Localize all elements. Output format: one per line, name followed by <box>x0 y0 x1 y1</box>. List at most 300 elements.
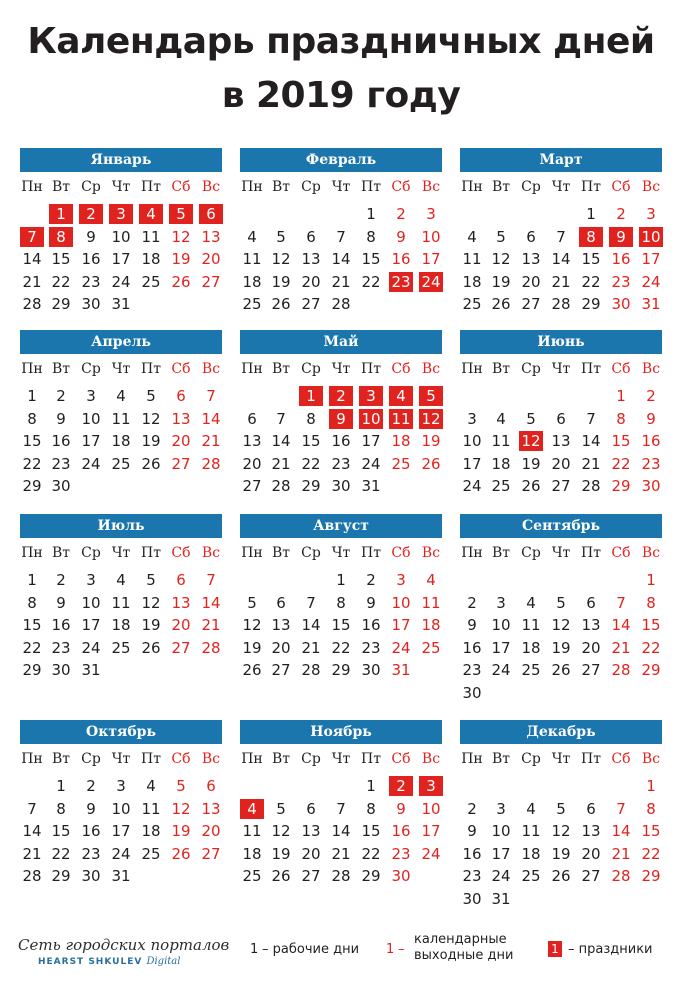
calendar-day: 18 <box>521 844 541 863</box>
calendar-day: 31 <box>491 889 511 908</box>
weekend-day: 2 <box>396 205 406 223</box>
calendar-day: 21 <box>271 454 291 473</box>
calendar-day: 14 <box>551 250 571 268</box>
weekday-label: Сб <box>391 545 411 561</box>
calendar-day: 10 <box>81 409 101 428</box>
month-header: Февраль <box>240 148 442 172</box>
weekday-label: Чт <box>331 751 351 767</box>
weekday-label: Сб <box>611 545 631 561</box>
weekend-day: 6 <box>206 777 216 795</box>
weekday-label: Вт <box>51 179 71 195</box>
brand-suffix: Digital <box>146 956 181 967</box>
calendar-day: 28 <box>551 295 571 313</box>
calendar-day: 2 <box>56 571 66 589</box>
calendar-day: 22 <box>22 454 42 473</box>
calendar-day: 21 <box>22 844 42 863</box>
weekday-label: Сб <box>611 751 631 767</box>
calendar-day: 29 <box>301 477 321 495</box>
month-header: Март <box>460 148 662 172</box>
weekend-day: 7 <box>616 799 626 818</box>
weekday-label: Пн <box>461 179 483 195</box>
calendar-day: 17 <box>491 844 511 863</box>
weekend-day: 3 <box>646 205 656 223</box>
legend-working-label: – рабочие дни <box>262 942 360 957</box>
weekday-label: Пт <box>361 545 381 561</box>
calendar-day: 11 <box>521 616 541 634</box>
weekday-label: Пн <box>461 545 483 561</box>
calendar-day: 23 <box>51 454 71 473</box>
calendar-day: 19 <box>141 616 161 634</box>
weekend-day: 31 <box>641 295 661 313</box>
weekday-label: Вс <box>201 179 221 195</box>
calendar-day: 7 <box>27 799 37 818</box>
calendar-day: 8 <box>366 227 376 246</box>
weekday-label: Вт <box>51 361 71 377</box>
weekend-day: 16 <box>391 250 411 268</box>
holiday-day: 1 <box>49 204 73 224</box>
calendar-day: 30 <box>331 477 351 495</box>
weekend-day: 8 <box>616 409 626 428</box>
holiday-day: 8 <box>49 227 73 247</box>
weekday-label: Сб <box>391 179 411 195</box>
weekend-day: 27 <box>171 638 191 657</box>
calendar-day: 22 <box>331 638 351 657</box>
weekday-label: Сб <box>171 545 191 561</box>
weekday-label: Вт <box>271 545 291 561</box>
weekend-day: 10 <box>391 593 411 612</box>
calendar-day: 15 <box>361 822 381 840</box>
month-header: Август <box>240 514 442 538</box>
calendar-day: 5 <box>526 409 536 428</box>
calendar-day: 2 <box>366 571 376 589</box>
month-header: Июнь <box>460 330 662 354</box>
calendar-day: 22 <box>581 272 601 291</box>
calendar-day: 17 <box>361 432 381 450</box>
calendar-day: 10 <box>462 432 482 450</box>
calendar-day: 27 <box>581 661 601 679</box>
weekend-day: 31 <box>391 661 411 679</box>
calendar-day: 4 <box>526 799 536 818</box>
weekend-day: 20 <box>171 432 191 450</box>
weekend-day: 22 <box>641 844 661 863</box>
calendar-day: 18 <box>141 250 161 268</box>
weekday-label: Чт <box>551 361 571 377</box>
calendar-day: 8 <box>336 593 346 612</box>
holiday-day: 3 <box>419 776 443 796</box>
calendar-day: 9 <box>467 616 477 634</box>
calendar-day: 21 <box>331 272 351 291</box>
calendar-day: 20 <box>521 272 541 291</box>
month-block <box>240 720 442 885</box>
weekend-day: 21 <box>611 638 631 657</box>
weekend-day: 13 <box>201 227 221 246</box>
calendar-day: 19 <box>551 844 571 863</box>
calendar-day: 4 <box>146 777 156 795</box>
weekend-day: 12 <box>171 227 191 246</box>
weekend-day: 21 <box>611 844 631 863</box>
weekday-label: Вт <box>271 361 291 377</box>
calendar-day: 29 <box>51 867 71 885</box>
calendar-day: 19 <box>551 638 571 657</box>
weekday-label: Чт <box>331 179 351 195</box>
weekend-day: 17 <box>391 616 411 634</box>
month-block <box>460 514 662 702</box>
legend-weekend-number: 1 <box>386 942 395 957</box>
calendar-day: 14 <box>271 432 291 450</box>
holiday-day: 4 <box>139 204 163 224</box>
weekend-day: 22 <box>641 638 661 657</box>
calendar-day: 25 <box>141 844 161 863</box>
weekday-label: Чт <box>111 179 131 195</box>
calendar-day: 14 <box>331 822 351 840</box>
calendar-day: 19 <box>141 432 161 450</box>
weekday-label: Вс <box>421 361 441 377</box>
weekday-label: Вс <box>201 545 221 561</box>
holiday-day: 11 <box>389 409 413 429</box>
calendar-day: 7 <box>586 409 596 428</box>
weekend-day: 7 <box>206 571 216 589</box>
weekend-day: 26 <box>171 272 191 291</box>
calendar-day: 22 <box>51 844 71 863</box>
calendar-day: 19 <box>521 454 541 473</box>
weekend-day: 9 <box>396 227 406 246</box>
calendar-day: 26 <box>521 477 541 495</box>
calendar-day: 31 <box>361 477 381 495</box>
calendar-day: 20 <box>271 638 291 657</box>
weekend-day: 17 <box>421 250 441 268</box>
calendar-day: 24 <box>361 454 381 473</box>
month-block <box>20 514 222 679</box>
calendar-day: 28 <box>301 661 321 679</box>
weekend-day: 2 <box>616 205 626 223</box>
calendar-day: 15 <box>361 250 381 268</box>
weekday-label: Ср <box>521 179 541 195</box>
holiday-day: 12 <box>419 409 443 429</box>
calendar-day: 27 <box>551 477 571 495</box>
weekday-label: Пн <box>21 545 43 561</box>
calendar-day: 15 <box>22 432 42 450</box>
calendar-day: 21 <box>551 272 571 291</box>
calendar-day: 13 <box>521 250 541 268</box>
legend-working-number: 1 <box>250 942 259 957</box>
weekend-day: 14 <box>201 409 221 428</box>
weekend-day: 11 <box>421 593 441 612</box>
calendar-day: 16 <box>462 844 482 863</box>
footer <box>0 928 682 986</box>
calendar-day: 19 <box>271 844 291 863</box>
weekday-label: Вт <box>491 361 511 377</box>
holiday-day: 2 <box>389 776 413 796</box>
calendar-day: 19 <box>242 638 262 657</box>
weekday-label: Вс <box>201 751 221 767</box>
calendar-day: 13 <box>301 822 321 840</box>
calendar-day: 6 <box>586 799 596 818</box>
weekend-day: 9 <box>396 799 406 818</box>
calendar-day: 2 <box>86 777 96 795</box>
holiday-day: 2 <box>329 386 353 406</box>
weekend-day: 13 <box>171 593 191 612</box>
weekday-label: Ср <box>301 751 321 767</box>
weekday-label: Ср <box>81 545 101 561</box>
calendar-day: 11 <box>141 799 161 818</box>
weekend-day: 16 <box>391 822 411 840</box>
weekday-label: Чт <box>551 751 571 767</box>
calendar-day: 27 <box>242 477 262 495</box>
calendar-day: 24 <box>111 272 131 291</box>
calendar-day: 9 <box>56 593 66 612</box>
weekend-day: 3 <box>396 571 406 589</box>
calendar-day: 24 <box>81 454 101 473</box>
calendar-day: 1 <box>366 777 376 795</box>
calendar-day: 29 <box>361 867 381 885</box>
weekday-label: Пт <box>141 179 161 195</box>
calendar-day: 28 <box>331 867 351 885</box>
calendar-day: 19 <box>271 272 291 291</box>
calendar-day: 3 <box>86 571 96 589</box>
calendar-day: 11 <box>111 409 131 428</box>
calendar-day: 3 <box>86 387 96 405</box>
weekend-day: 14 <box>201 593 221 612</box>
legend-weekend-label-line2: выходные дни <box>414 948 514 963</box>
calendar-day: 11 <box>462 250 482 268</box>
calendar-day: 14 <box>22 822 42 840</box>
month-block <box>20 720 222 885</box>
calendar-day: 28 <box>331 295 351 313</box>
calendar-day: 8 <box>366 799 376 818</box>
calendar-day: 23 <box>81 844 101 863</box>
month-block <box>20 330 222 495</box>
weekend-day: 30 <box>611 295 631 313</box>
calendar-day: 8 <box>27 593 37 612</box>
calendar-day: 18 <box>111 432 131 450</box>
weekday-label: Вс <box>641 751 661 767</box>
calendar-day: 4 <box>247 227 257 246</box>
calendar-day: 21 <box>331 844 351 863</box>
calendar-day: 26 <box>141 638 161 657</box>
calendar-day: 14 <box>331 250 351 268</box>
calendar-day: 17 <box>81 616 101 634</box>
weekend-day: 15 <box>641 822 661 840</box>
weekend-day: 25 <box>391 454 411 473</box>
calendar-day: 27 <box>521 295 541 313</box>
month-header: Апрель <box>20 330 222 354</box>
holiday-day: 5 <box>169 204 193 224</box>
weekend-day: 22 <box>611 454 631 473</box>
calendar-day: 26 <box>271 867 291 885</box>
month-block <box>240 514 442 679</box>
weekend-day: 10 <box>421 799 441 818</box>
calendar-day: 13 <box>581 822 601 840</box>
calendar-day: 24 <box>81 638 101 657</box>
calendar-day: 12 <box>271 250 291 268</box>
calendar-day: 23 <box>81 272 101 291</box>
calendar-day: 16 <box>462 638 482 657</box>
weekday-label: Пн <box>21 751 43 767</box>
weekday-label: Сб <box>171 751 191 767</box>
calendar-day: 30 <box>51 477 71 495</box>
calendar-day: 9 <box>86 799 96 818</box>
calendar-day: 10 <box>491 822 511 840</box>
calendar-day: 26 <box>491 295 511 313</box>
calendar-day: 7 <box>306 593 316 612</box>
calendar-day: 13 <box>271 616 291 634</box>
weekend-day: 26 <box>171 844 191 863</box>
calendar-day: 29 <box>581 295 601 313</box>
calendar-day: 24 <box>111 844 131 863</box>
calendar-day: 9 <box>56 409 66 428</box>
weekday-label: Пт <box>581 545 601 561</box>
calendar-day: 17 <box>111 250 131 268</box>
calendar-day: 21 <box>581 454 601 473</box>
calendar-day: 13 <box>581 616 601 634</box>
weekday-label: Пт <box>581 179 601 195</box>
calendar-day: 12 <box>491 250 511 268</box>
holiday-day: 23 <box>389 272 413 292</box>
weekday-label: Пн <box>21 179 43 195</box>
holiday-day: 4 <box>389 386 413 406</box>
calendar-day: 30 <box>462 683 482 702</box>
weekday-label: Вс <box>641 179 661 195</box>
calendar-day: 25 <box>111 454 131 473</box>
weekend-day: 2 <box>646 387 656 405</box>
calendar-day: 30 <box>51 661 71 679</box>
weekend-day: 19 <box>171 250 191 268</box>
weekday-label: Ср <box>81 751 101 767</box>
calendar-day: 29 <box>51 295 71 313</box>
weekday-label: Сб <box>171 179 191 195</box>
weekend-day: 29 <box>611 477 631 495</box>
calendar-day: 11 <box>521 822 541 840</box>
calendar-day: 23 <box>462 661 482 679</box>
weekday-label: Пн <box>241 179 263 195</box>
weekday-label: Пт <box>361 751 381 767</box>
weekday-label: Пн <box>461 751 483 767</box>
weekday-label: Пт <box>361 361 381 377</box>
weekend-day: 28 <box>201 454 221 473</box>
weekday-label: Сб <box>611 361 631 377</box>
weekend-day: 7 <box>616 593 626 612</box>
calendar-day: 29 <box>331 661 351 679</box>
calendar-day: 16 <box>81 822 101 840</box>
calendar-day: 30 <box>361 661 381 679</box>
calendar-day: 18 <box>462 272 482 291</box>
calendar-day: 26 <box>141 454 161 473</box>
calendar-day: 18 <box>491 454 511 473</box>
weekday-label: Вт <box>491 179 511 195</box>
calendar-day: 6 <box>526 227 536 246</box>
calendar-day: 5 <box>146 387 156 405</box>
calendar-day: 14 <box>22 250 42 268</box>
weekday-label: Вт <box>271 751 291 767</box>
calendar-day: 5 <box>496 227 506 246</box>
calendar-day: 18 <box>111 616 131 634</box>
holiday-day: 5 <box>419 386 443 406</box>
calendar-day: 20 <box>301 272 321 291</box>
calendar-day: 24 <box>491 867 511 885</box>
calendar-day: 11 <box>242 250 262 268</box>
calendar-day: 16 <box>51 616 71 634</box>
calendar-day: 9 <box>467 822 477 840</box>
page-subtitle: в 2019 году <box>221 75 461 116</box>
weekday-label: Ср <box>301 179 321 195</box>
weekend-day: 28 <box>611 867 631 885</box>
weekday-label: Чт <box>551 545 571 561</box>
calendar-day: 5 <box>276 799 286 818</box>
month-header: Октябрь <box>20 720 222 744</box>
calendar-day: 26 <box>551 661 571 679</box>
weekend-day: 24 <box>641 272 661 291</box>
weekend-day: 30 <box>391 867 411 885</box>
calendar-day: 21 <box>22 272 42 291</box>
calendar-day: 26 <box>551 867 571 885</box>
weekend-day: 8 <box>646 799 656 818</box>
weekday-label: Чт <box>111 751 131 767</box>
calendar-day: 11 <box>491 432 511 450</box>
calendar-day: 19 <box>491 272 511 291</box>
calendar-day: 16 <box>331 432 351 450</box>
calendar-day: 1 <box>27 387 37 405</box>
calendar-day: 5 <box>146 571 156 589</box>
weekend-day: 28 <box>611 661 631 679</box>
weekend-day: 21 <box>201 616 221 634</box>
legend-weekend-dash: – <box>398 942 405 957</box>
weekday-label: Чт <box>111 545 131 561</box>
calendar-day: 24 <box>491 661 511 679</box>
weekday-label: Сб <box>611 179 631 195</box>
calendar-day: 5 <box>556 593 566 612</box>
weekend-day: 14 <box>611 616 631 634</box>
calendar-day: 25 <box>521 867 541 885</box>
calendar-day: 30 <box>81 295 101 313</box>
month-block <box>460 330 662 495</box>
calendar-day: 20 <box>581 844 601 863</box>
calendar-day: 31 <box>111 867 131 885</box>
month-block <box>20 148 222 313</box>
calendar-day: 15 <box>51 250 71 268</box>
calendar-day: 27 <box>581 867 601 885</box>
weekend-day: 8 <box>646 593 656 612</box>
calendar-day: 5 <box>276 227 286 246</box>
calendar-day: 22 <box>301 454 321 473</box>
calendar-day: 6 <box>556 409 566 428</box>
weekend-day: 1 <box>646 777 656 795</box>
calendar-day: 7 <box>336 227 346 246</box>
holiday-day: 7 <box>20 227 44 247</box>
weekday-label: Вт <box>271 179 291 195</box>
calendar-day: 6 <box>306 799 316 818</box>
calendar-day: 1 <box>366 205 376 223</box>
calendar-day: 23 <box>331 454 351 473</box>
brand-name: HEARST SHKULEV <box>38 957 143 967</box>
calendar-day: 28 <box>22 295 42 313</box>
weekday-label: Вт <box>51 545 71 561</box>
calendar-day: 15 <box>301 432 321 450</box>
calendar-day: 8 <box>306 409 316 428</box>
calendar-day: 25 <box>462 295 482 313</box>
calendar-day: 6 <box>276 593 286 612</box>
weekday-label: Пн <box>21 361 43 377</box>
holiday-day: 3 <box>109 204 133 224</box>
calendar-day: 16 <box>361 616 381 634</box>
calendar-day: 22 <box>361 272 381 291</box>
weekend-day: 3 <box>426 205 436 223</box>
calendar-day: 7 <box>276 409 286 428</box>
calendar-day: 11 <box>242 822 262 840</box>
calendar-day: 13 <box>242 432 262 450</box>
weekday-label: Чт <box>331 545 351 561</box>
calendar-day: 18 <box>521 638 541 657</box>
weekend-day: 29 <box>641 867 661 885</box>
